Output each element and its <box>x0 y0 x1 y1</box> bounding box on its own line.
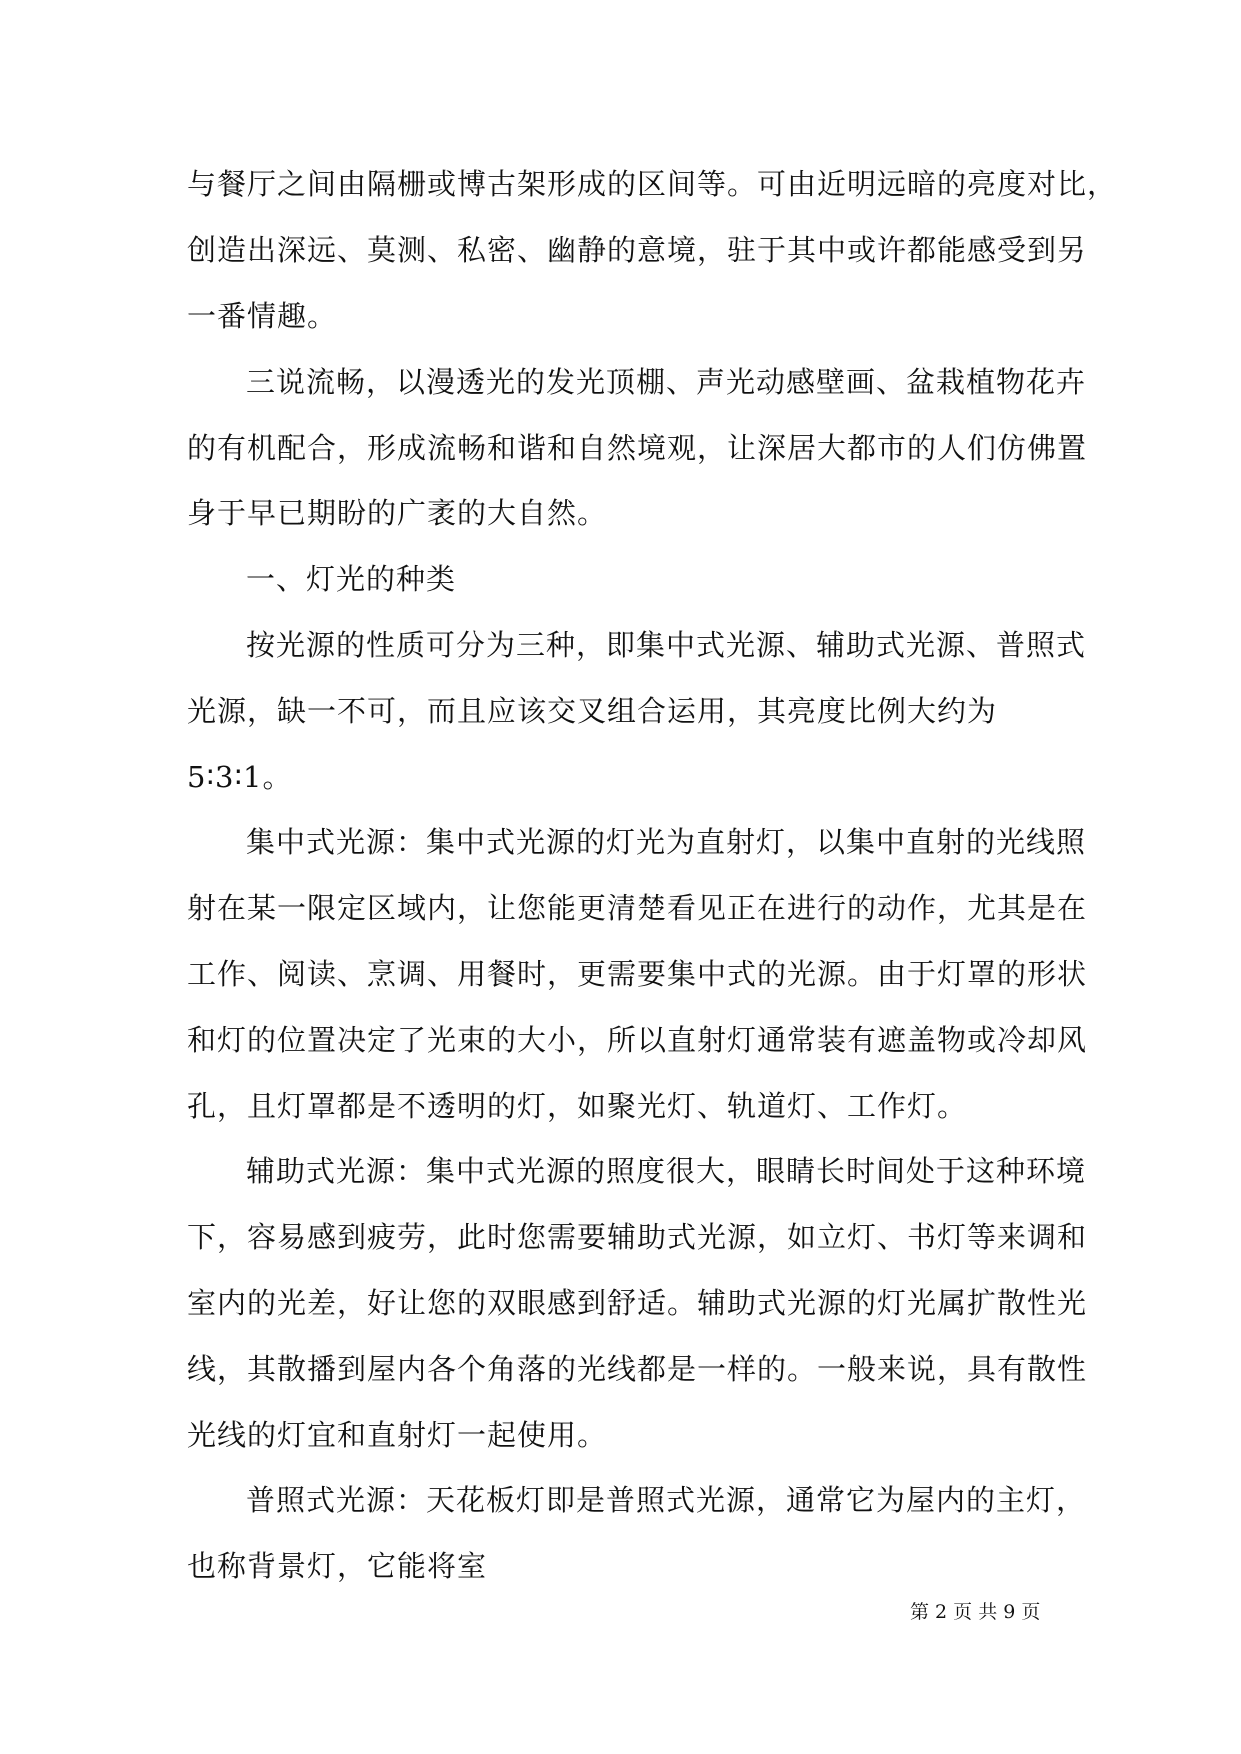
text-line: 也称背景灯，它能将室 <box>187 1549 488 1583</box>
section-heading: 一、灯光的种类 <box>246 562 457 596</box>
paragraph-start-line: 普照式光源：天花板灯即是普照式光源，通常它为屋内的主灯， <box>246 1483 1087 1517</box>
text-line: 的有机配合，形成流畅和谐和自然境观，让深居大都市的人们仿佛置 <box>187 431 1088 465</box>
text-line: 线，其散播到屋内各个角落的光线都是一样的。一般来说，具有散性 <box>187 1352 1088 1386</box>
text-line: 创造出深远、莫测、私密、幽静的意境，驻于其中或许都能感受到另 <box>187 233 1088 267</box>
text-line: 和灯的位置决定了光束的大小，所以直射灯通常装有遮盖物或冷却风 <box>187 1023 1088 1057</box>
paragraph-start-line: 三说流畅，以漫透光的发光顶棚、声光动感壁画、盆栽植物花卉 <box>246 365 1087 399</box>
text-line: 一番情趣。 <box>187 299 338 333</box>
text-line: 身于早已期盼的广袤的大自然。 <box>187 496 608 530</box>
text-line: 与餐厅之间由隔栅或博古架形成的区间等。可由近明远暗的亮度对比， <box>187 167 1118 201</box>
text-line: 孔，且灯罩都是不透明的灯，如聚光灯、轨道灯、工作灯。 <box>187 1089 968 1123</box>
text-line: 工作、阅读、烹调、用餐时，更需要集中式的光源。由于灯罩的形状 <box>187 957 1088 991</box>
page-number-footer: 第 2 页 共 9 页 <box>910 1601 1041 1623</box>
text-line: 光源，缺一不可，而且应该交叉组合运用，其亮度比例大约为 <box>187 694 998 728</box>
text-line: 下，容易感到疲劳，此时您需要辅助式光源，如立灯、书灯等来调和 <box>187 1220 1088 1254</box>
text-line: 光线的灯宜和直射灯一起使用。 <box>187 1418 608 1452</box>
paragraph-start-line: 集中式光源：集中式光源的灯光为直射灯，以集中直射的光线照 <box>246 825 1087 859</box>
text-line: 射在某一限定区域内，让您能更清楚看见正在进行的动作，尤其是在 <box>187 891 1088 925</box>
paragraph-start-line: 辅助式光源：集中式光源的照度很大，眼睛长时间处于这种环境 <box>246 1154 1087 1188</box>
text-line: 室内的光差，好让您的双眼感到舒适。辅助式光源的灯光属扩散性光 <box>187 1286 1088 1320</box>
text-line: 5∶3∶1。 <box>187 760 293 794</box>
paragraph-start-line: 按光源的性质可分为三种，即集中式光源、辅助式光源、普照式 <box>246 628 1087 662</box>
